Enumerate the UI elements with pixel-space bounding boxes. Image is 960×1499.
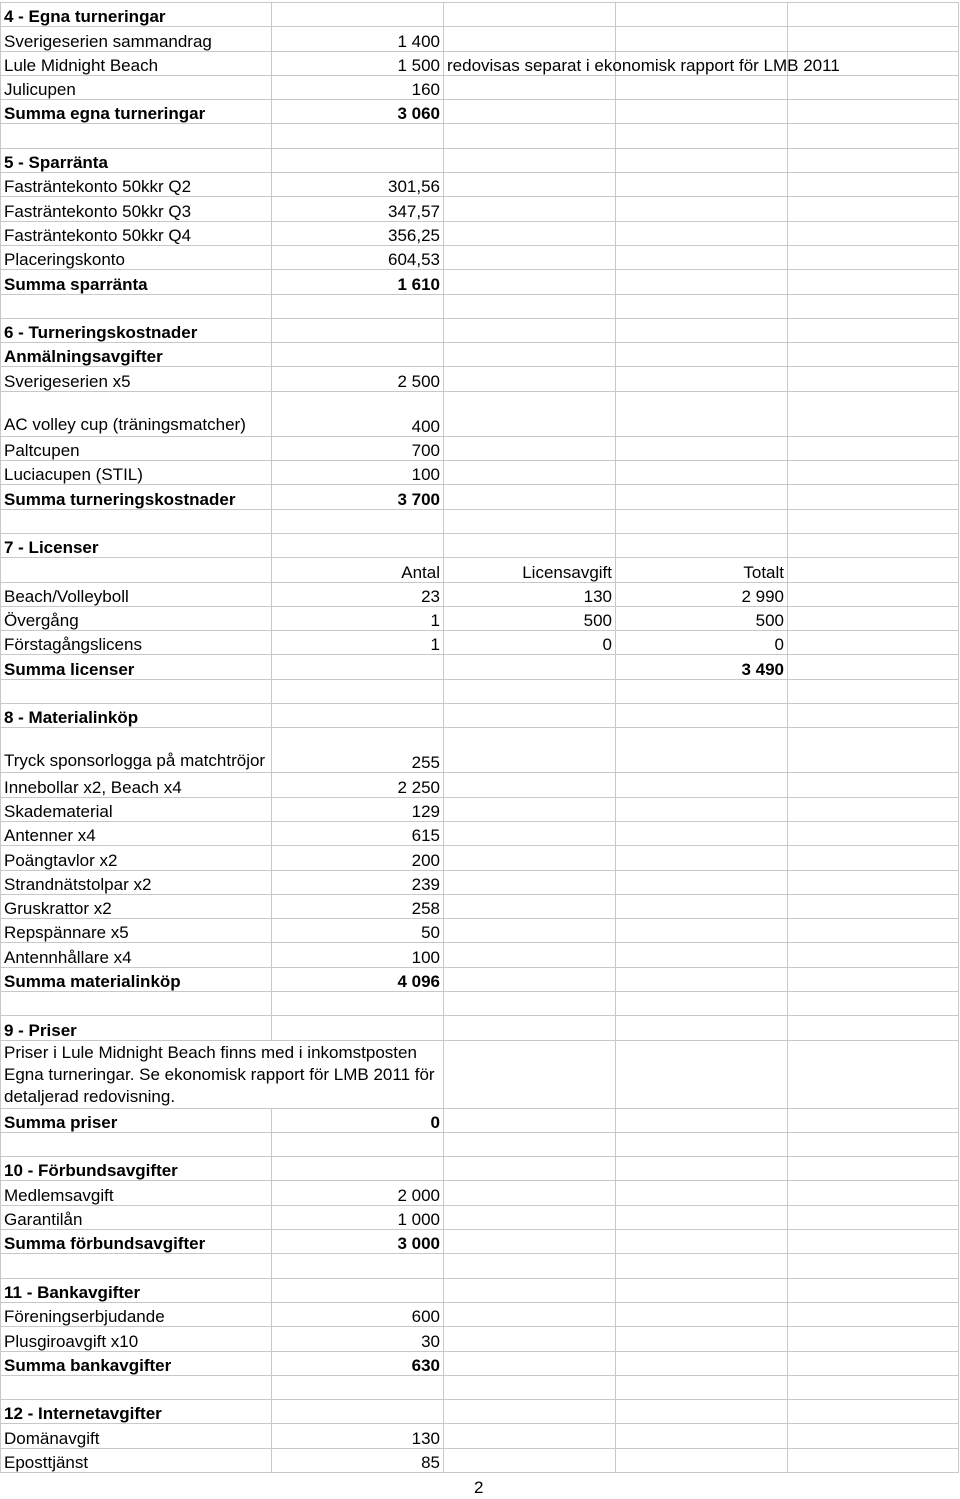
section-heading: 5 - Sparränta (1, 148, 272, 172)
total-label: Summa sparränta (1, 270, 272, 294)
total-row (1, 967, 959, 991)
table-row (1, 797, 959, 821)
row-amount: 2 250 (272, 773, 444, 797)
col-header-totalt: Totalt (616, 558, 788, 582)
total-amount: 3 490 (616, 655, 788, 679)
row-amount: 2 500 (272, 367, 444, 391)
row-antal: 1 (272, 606, 444, 630)
row-amount: 356,25 (272, 221, 444, 245)
row-label: Övergång (1, 606, 272, 630)
row-amount: 1 500 (272, 51, 444, 75)
row-amount: 129 (272, 797, 444, 821)
table-row (1, 919, 959, 943)
row-label: Sverigeserien sammandrag (1, 27, 272, 51)
total-label: Summa förbundsavgifter (1, 1230, 272, 1254)
spacer-row (1, 509, 959, 533)
row-label: Skadematerial (1, 797, 272, 821)
table-row (1, 51, 959, 75)
section-heading: 6 - Turneringskostnader (1, 318, 272, 342)
row-amount: 1 000 (272, 1205, 444, 1229)
col-header-licensavgift: Licensavgift (444, 558, 616, 582)
row-amount: 1 400 (272, 27, 444, 51)
section-heading: 9 - Priser (1, 1016, 272, 1040)
col-header-antal: Antal (272, 558, 444, 582)
row-avgift: 130 (444, 582, 616, 606)
row-label: Plusgiroavgift x10 (1, 1327, 272, 1351)
table-row (1, 197, 959, 221)
row-amount: 255 (272, 728, 444, 773)
spacer-row (1, 1254, 959, 1278)
budget-sheet (0, 2, 959, 1473)
spacer-row (1, 1375, 959, 1399)
total-amount: 3 000 (272, 1230, 444, 1254)
section-heading: 7 - Licenser (1, 533, 272, 557)
total-row (1, 485, 959, 509)
section-heading-row (1, 1400, 959, 1424)
row-label: Paltcupen (1, 436, 272, 460)
row-amount: 100 (272, 943, 444, 967)
row-label: Antennhållare x4 (1, 943, 272, 967)
table-row (1, 894, 959, 918)
spacer-row (1, 991, 959, 1015)
row-totalt: 500 (616, 606, 788, 630)
section-heading-row (1, 3, 959, 27)
row-antal: 23 (272, 582, 444, 606)
row-amount: 600 (272, 1302, 444, 1326)
section-heading-row (1, 318, 959, 342)
total-amount: 4 096 (272, 967, 444, 991)
section-heading-row (1, 148, 959, 172)
table-row (1, 221, 959, 245)
total-row (1, 100, 959, 124)
table-row (1, 846, 959, 870)
row-label: Sverigeserien x5 (1, 367, 272, 391)
subheading-row (1, 343, 959, 367)
section-description: Priser i Lule Midnight Beach finns med i inkomstposten Egna turneringar. Se ekonomisk rapport för LMB 2011 för detaljerad redovisning. (1, 1040, 444, 1108)
row-amount: 130 (272, 1424, 444, 1448)
table-row (1, 582, 959, 606)
total-label: Summa priser (1, 1108, 272, 1132)
row-amount: 30 (272, 1327, 444, 1351)
row-note: redovisas separat i ekonomisk rapport för LMB 2011 (444, 51, 616, 75)
section-subheading: Anmälningsavgifter (1, 343, 272, 367)
table-row (1, 1448, 959, 1472)
total-amount: 3 060 (272, 100, 444, 124)
total-amount: 630 (272, 1351, 444, 1375)
table-row (1, 1205, 959, 1229)
total-label: Summa egna turneringar (1, 100, 272, 124)
section-heading: 8 - Materialinköp (1, 704, 272, 728)
table-row (1, 173, 959, 197)
row-amount: 700 (272, 436, 444, 460)
row-amount: 85 (272, 1448, 444, 1472)
total-label: Summa bankavgifter (1, 1351, 272, 1375)
table-row (1, 461, 959, 485)
spacer-row (1, 124, 959, 148)
table-row (1, 27, 959, 51)
row-amount: 604,53 (272, 245, 444, 269)
row-label: Poängtavlor x2 (1, 846, 272, 870)
column-header-row (1, 558, 959, 582)
table-row (1, 821, 959, 845)
section-heading-row (1, 1278, 959, 1302)
text-row (1, 1040, 959, 1108)
row-label: Gruskrattor x2 (1, 894, 272, 918)
total-label: Summa materialinköp (1, 967, 272, 991)
section-heading-row (1, 704, 959, 728)
section-heading: 10 - Förbundsavgifter (1, 1157, 272, 1181)
table-row (1, 1181, 959, 1205)
total-row (1, 1351, 959, 1375)
row-amount: 400 (272, 391, 444, 436)
row-label: Domänavgift (1, 1424, 272, 1448)
section-heading: 11 - Bankavgifter (1, 1278, 272, 1302)
spacer-row (1, 1132, 959, 1156)
total-row (1, 1230, 959, 1254)
total-row (1, 270, 959, 294)
row-amount: 258 (272, 894, 444, 918)
table-row (1, 943, 959, 967)
table-row (1, 245, 959, 269)
row-totalt: 0 (616, 631, 788, 655)
total-amount: 3 700 (272, 485, 444, 509)
total-row (1, 1108, 959, 1132)
total-row (1, 655, 959, 679)
table-row (1, 75, 959, 99)
row-label: Medlemsavgift (1, 1181, 272, 1205)
spacer-row (1, 679, 959, 703)
row-amount: 347,57 (272, 197, 444, 221)
row-amount: 100 (272, 461, 444, 485)
table-row (1, 870, 959, 894)
row-label: Eposttjänst (1, 1448, 272, 1472)
total-label: Summa turneringskostnader (1, 485, 272, 509)
row-label: Repspännare x5 (1, 919, 272, 943)
row-label: Föreningserbjudande (1, 1302, 272, 1326)
row-amount: 160 (272, 75, 444, 99)
row-amount: 50 (272, 919, 444, 943)
spacer-row (1, 294, 959, 318)
row-label: Luciacupen (STIL) (1, 461, 272, 485)
table-row (1, 367, 959, 391)
row-amount: 615 (272, 821, 444, 845)
section-heading-row (1, 533, 959, 557)
row-totalt: 2 990 (616, 582, 788, 606)
section-heading-row (1, 1016, 959, 1040)
row-amount: 2 000 (272, 1181, 444, 1205)
table-row (1, 391, 959, 436)
page-number: 2 (474, 1478, 484, 1497)
row-label: Strandnätstolpar x2 (1, 870, 272, 894)
total-amount: 1 610 (272, 270, 444, 294)
row-label: Förstagångslicens (1, 631, 272, 655)
total-amount: 0 (272, 1108, 444, 1132)
row-label: AC volley cup (träningsmatcher) (1, 391, 272, 436)
row-label: Fasträntekonto 50kkr Q2 (1, 173, 272, 197)
section-heading: 4 - Egna turneringar (1, 3, 272, 27)
table-row (1, 631, 959, 655)
row-antal: 1 (272, 631, 444, 655)
table-row (1, 773, 959, 797)
row-label: Fasträntekonto 50kkr Q4 (1, 221, 272, 245)
row-label: Beach/Volleyboll (1, 582, 272, 606)
row-label: Antenner x4 (1, 821, 272, 845)
row-amount: 239 (272, 870, 444, 894)
table-row (1, 436, 959, 460)
table-row (1, 728, 959, 773)
row-avgift: 500 (444, 606, 616, 630)
table-row (1, 1302, 959, 1326)
table-row (1, 1327, 959, 1351)
table-row (1, 606, 959, 630)
row-label: Julicupen (1, 75, 272, 99)
row-label: Placeringskonto (1, 245, 272, 269)
row-avgift: 0 (444, 631, 616, 655)
row-label: Garantilån (1, 1205, 272, 1229)
row-label: Lule Midnight Beach (1, 51, 272, 75)
section-heading-row (1, 1157, 959, 1181)
row-label: Fasträntekonto 50kkr Q3 (1, 197, 272, 221)
table-row (1, 1424, 959, 1448)
row-amount: 200 (272, 846, 444, 870)
section-heading: 12 - Internetavgifter (1, 1400, 272, 1424)
row-amount: 301,56 (272, 173, 444, 197)
row-label: Tryck sponsorlogga på matchtröjor (1, 728, 272, 773)
total-label: Summa licenser (1, 655, 272, 679)
row-label: Innebollar x2, Beach x4 (1, 773, 272, 797)
